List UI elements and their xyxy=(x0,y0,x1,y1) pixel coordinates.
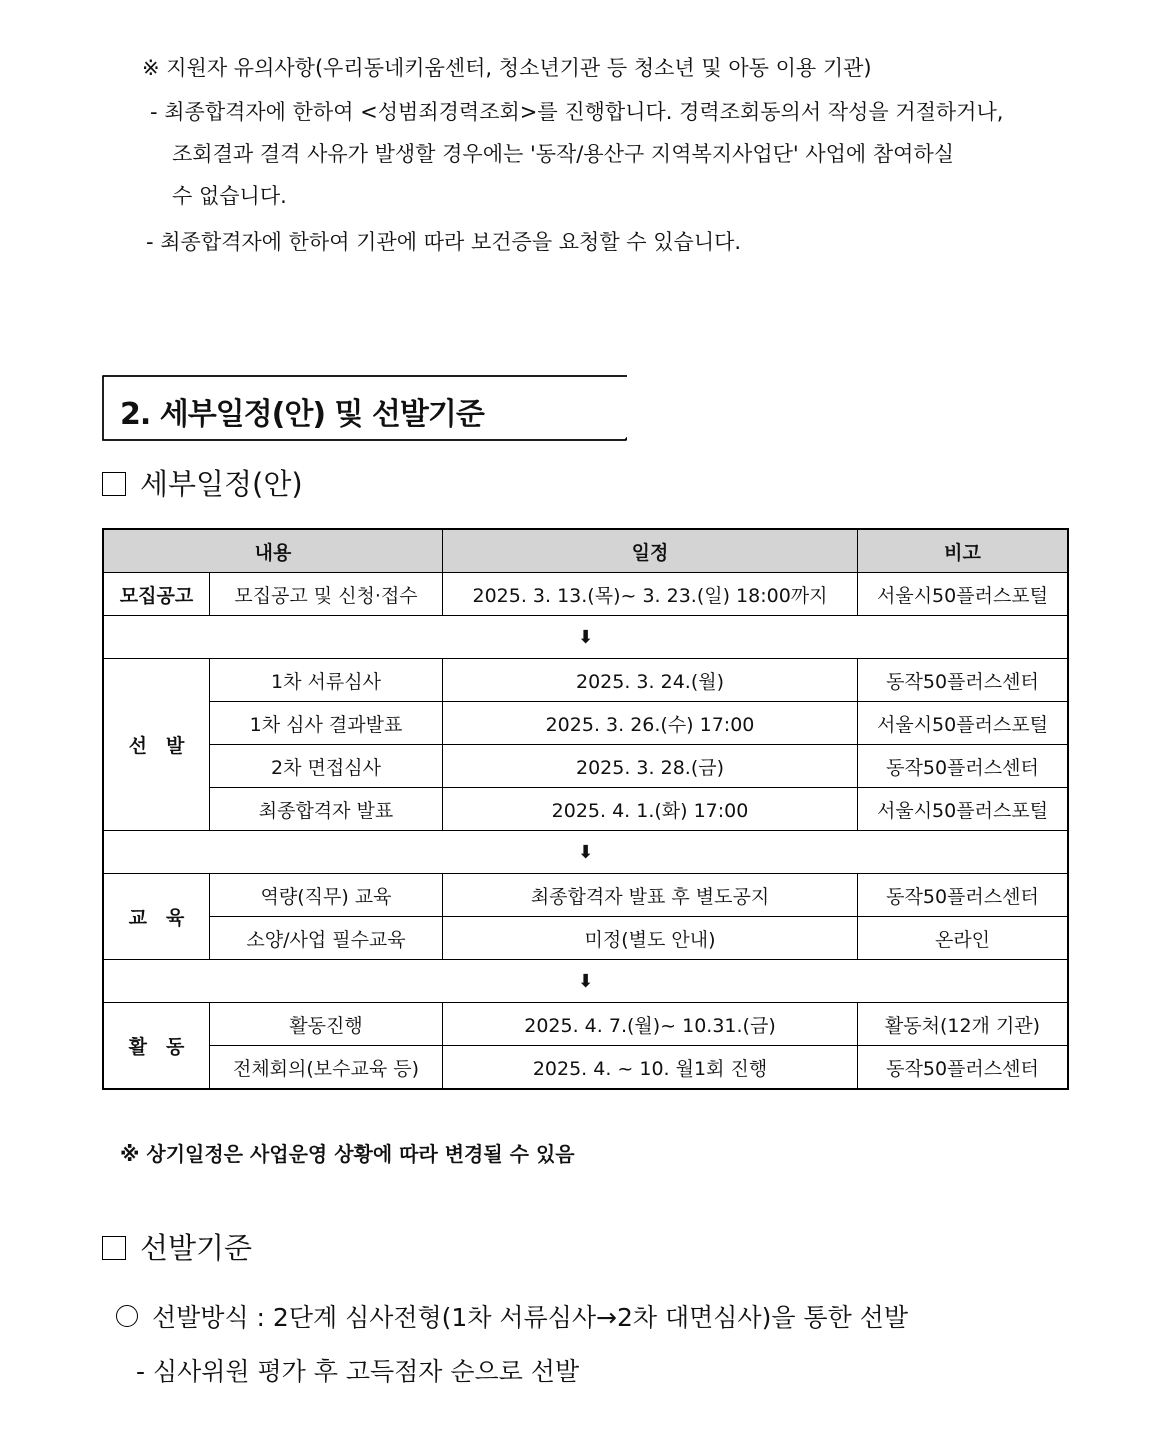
checkbox-square-icon xyxy=(102,472,126,496)
section-title: 2. 세부일정(안) 및 선발기준 xyxy=(120,397,484,432)
schedule-heading xyxy=(102,462,303,503)
arrow-row xyxy=(103,960,1068,1003)
notice-item1-line3: 수 없습니다. xyxy=(172,184,287,208)
table-header-row xyxy=(103,529,1068,573)
down-arrow-icon: ⬇ xyxy=(103,616,1068,659)
date-cell: 2025. 3. 28.(금) xyxy=(443,745,858,788)
date-cell: 2025. 4. 1.(화) 17:00 xyxy=(443,788,858,831)
schedule-footnote: ※ 상기일정은 사업운영 상황에 따라 변경될 수 있음 xyxy=(120,1142,575,1166)
note-cell: 서울시50플러스포털 xyxy=(858,788,1069,831)
header-schedule: 일정 xyxy=(443,529,858,573)
group-cell: 선 발 xyxy=(103,659,210,831)
note-cell: 서울시50플러스포털 xyxy=(858,573,1069,616)
item-cell: 역량(직무) 교육 xyxy=(210,874,443,917)
table-row xyxy=(103,874,1068,917)
notice-item1-line1: - 최종합격자에 한하여 <성범죄경력조회>를 진행합니다. 경력조회동의서 작성을 거절하거나, xyxy=(150,100,1004,124)
note-cell: 동작50플러스센터 xyxy=(858,1046,1069,1090)
table-row xyxy=(103,745,1068,788)
date-cell: 2025. 3. 24.(월) xyxy=(443,659,858,702)
notice-item2: - 최종합격자에 한하여 기관에 따라 보건증을 요청할 수 있습니다. xyxy=(146,230,742,254)
date-cell: 미정(별도 안내) xyxy=(443,917,858,960)
circle-bullet-icon xyxy=(116,1305,138,1327)
schedule-table xyxy=(102,528,1069,1090)
date-cell: 2025. 4. 7.(월)~ 10.31.(금) xyxy=(443,1003,858,1046)
down-arrow-icon: ⬇ xyxy=(103,960,1068,1003)
table-row xyxy=(103,1046,1068,1090)
note-cell: 동작50플러스센터 xyxy=(858,745,1069,788)
group-cell: 모집공고 xyxy=(103,573,210,616)
note-cell: 활동처(12개 기관) xyxy=(858,1003,1069,1046)
item-cell: 전체회의(보수교육 등) xyxy=(210,1046,443,1090)
date-cell: 2025. 3. 13.(목)~ 3. 23.(일) 18:00까지 xyxy=(443,573,858,616)
section-title-box xyxy=(102,375,627,441)
table-row xyxy=(103,788,1068,831)
note-cell: 동작50플러스센터 xyxy=(858,874,1069,917)
item-cell: 1차 심사 결과발표 xyxy=(210,702,443,745)
item-cell: 1차 서류심사 xyxy=(210,659,443,702)
date-cell: 2025. 3. 26.(수) 17:00 xyxy=(443,702,858,745)
item-cell: 모집공고 및 신청·접수 xyxy=(210,573,443,616)
table-row xyxy=(103,659,1068,702)
date-cell: 2025. 4. ~ 10. 월1회 진행 xyxy=(443,1046,858,1090)
arrow-row xyxy=(103,616,1068,659)
criteria-method xyxy=(116,1298,908,1334)
down-arrow-icon: ⬇ xyxy=(103,831,1068,874)
criteria-heading-text: 선발기준 xyxy=(140,1231,253,1265)
item-cell: 2차 면접심사 xyxy=(210,745,443,788)
table-row xyxy=(103,1003,1068,1046)
table-row xyxy=(103,702,1068,745)
item-cell: 활동진행 xyxy=(210,1003,443,1046)
checkbox-square-icon xyxy=(102,1236,126,1260)
notice-heading: ※ 지원자 유의사항(우리동네키움센터, 청소년기관 등 청소년 및 아동 이용 기관) xyxy=(142,56,872,80)
criteria-detail: - 심사위원 평가 후 고득점자 순으로 선발 xyxy=(136,1357,580,1386)
date-cell: 최종합격자 발표 후 별도공지 xyxy=(443,874,858,917)
header-content: 내용 xyxy=(103,529,443,573)
criteria-heading xyxy=(102,1226,252,1267)
notice-item1-line2: 조회결과 결격 사유가 발생할 경우에는 '동작/용산구 지역복지사업단' 사업에 참여하실 xyxy=(172,142,955,166)
table-row xyxy=(103,573,1068,616)
note-cell: 동작50플러스센터 xyxy=(858,659,1069,702)
schedule-heading-text: 세부일정(안) xyxy=(140,467,303,501)
item-cell: 소양/사업 필수교육 xyxy=(210,917,443,960)
criteria-method-text: 선발방식 : 2단계 심사전형(1차 서류심사→2차 대면심사)을 통한 선발 xyxy=(152,1303,908,1332)
header-note: 비고 xyxy=(858,529,1069,573)
table-row xyxy=(103,917,1068,960)
note-cell: 온라인 xyxy=(858,917,1069,960)
note-cell: 서울시50플러스포털 xyxy=(858,702,1069,745)
item-cell: 최종합격자 발표 xyxy=(210,788,443,831)
group-cell: 교 육 xyxy=(103,874,210,960)
group-cell: 활 동 xyxy=(103,1003,210,1090)
arrow-row xyxy=(103,831,1068,874)
